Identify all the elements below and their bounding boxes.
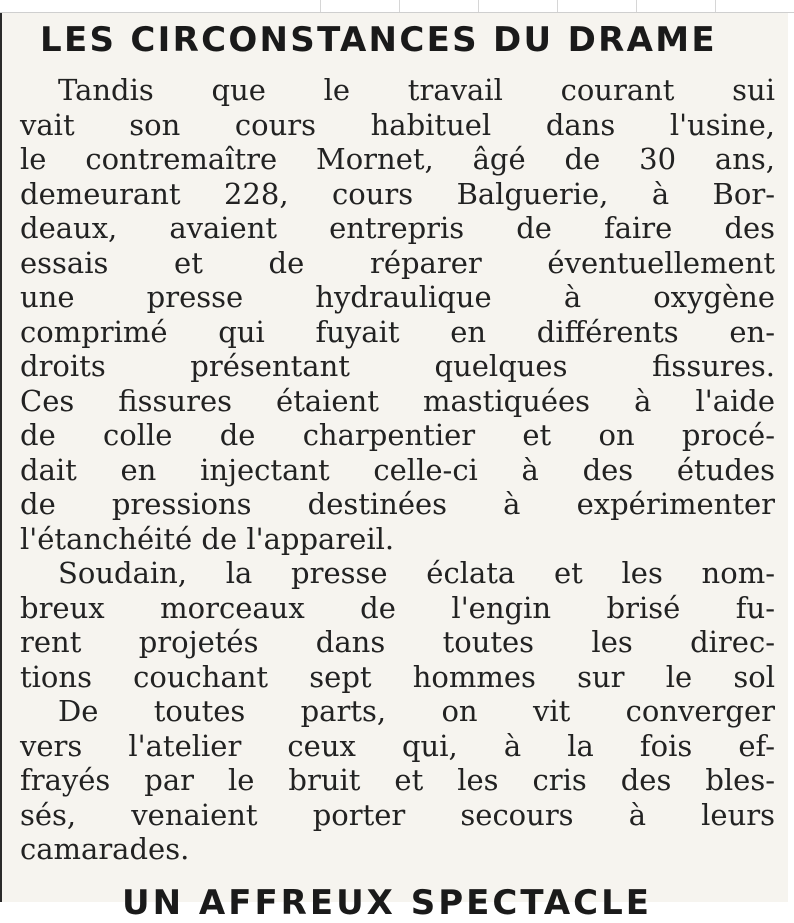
text-line: De toutes parts, on vit converger <box>58 694 775 728</box>
text-line: le contremaître Mornet, âgé de 30 ans, <box>20 142 775 176</box>
text-line: tions couchant sept hommes sur le sol <box>20 659 775 694</box>
text-line: Ces fissures étaient mastiquées à l'aide <box>20 383 775 418</box>
grid-cell <box>715 0 794 12</box>
next-headline-cropped <box>122 883 722 923</box>
section-headline: LES CIRCONSTANCES DU DRAME <box>40 20 717 60</box>
text-line: de pressions destinées à expérimenter <box>20 487 775 521</box>
text-line: essais et de réparer éventuellement <box>20 245 775 280</box>
text-line: breux morceaux de l'engin brisé fu- <box>20 590 775 625</box>
top-grid-cells <box>320 0 794 12</box>
text-line: de colle de charpentier et on procé- <box>20 418 775 452</box>
grid-cell <box>478 0 557 12</box>
article-body <box>20 73 775 867</box>
text-line: une presse hydraulique à oxygène <box>20 280 775 314</box>
text-line: deaux, avaient entrepris de faire des <box>20 211 775 245</box>
grid-cell <box>557 0 636 12</box>
text-line: Tandis que le travail courant sui <box>58 73 775 107</box>
text-line: frayés par le bruit et les cris des bles- <box>20 763 775 797</box>
text-line: demeurant 228, cours Balguerie, à Bor- <box>20 176 775 211</box>
text-line: vait son cours habituel dans l'usine, <box>20 107 775 142</box>
text-line: droits présentant quelques fissures. <box>20 349 775 383</box>
newspaper-column <box>0 13 788 923</box>
text-line: sés, venaient porter secours à leurs <box>20 797 775 832</box>
text-line: l'étanchéité de l'appareil. <box>20 521 395 556</box>
grid-cell <box>636 0 715 12</box>
text-line: vers l'atelier ceux qui, à la fois ef- <box>20 728 775 763</box>
text-line: rent projetés dans toutes les direc- <box>20 625 775 659</box>
text-line: dait en injectant celle-ci à des études <box>20 452 775 487</box>
text-line: comprimé qui fuyait en différents en- <box>20 314 775 349</box>
text-line: camarades. <box>20 832 190 866</box>
grid-cell <box>399 0 478 12</box>
grid-cell <box>320 0 399 12</box>
next-headline-text: UN AFFREUX SPECTACLE <box>122 883 653 923</box>
text-line: Soudain, la presse éclata et les nom- <box>58 556 775 590</box>
